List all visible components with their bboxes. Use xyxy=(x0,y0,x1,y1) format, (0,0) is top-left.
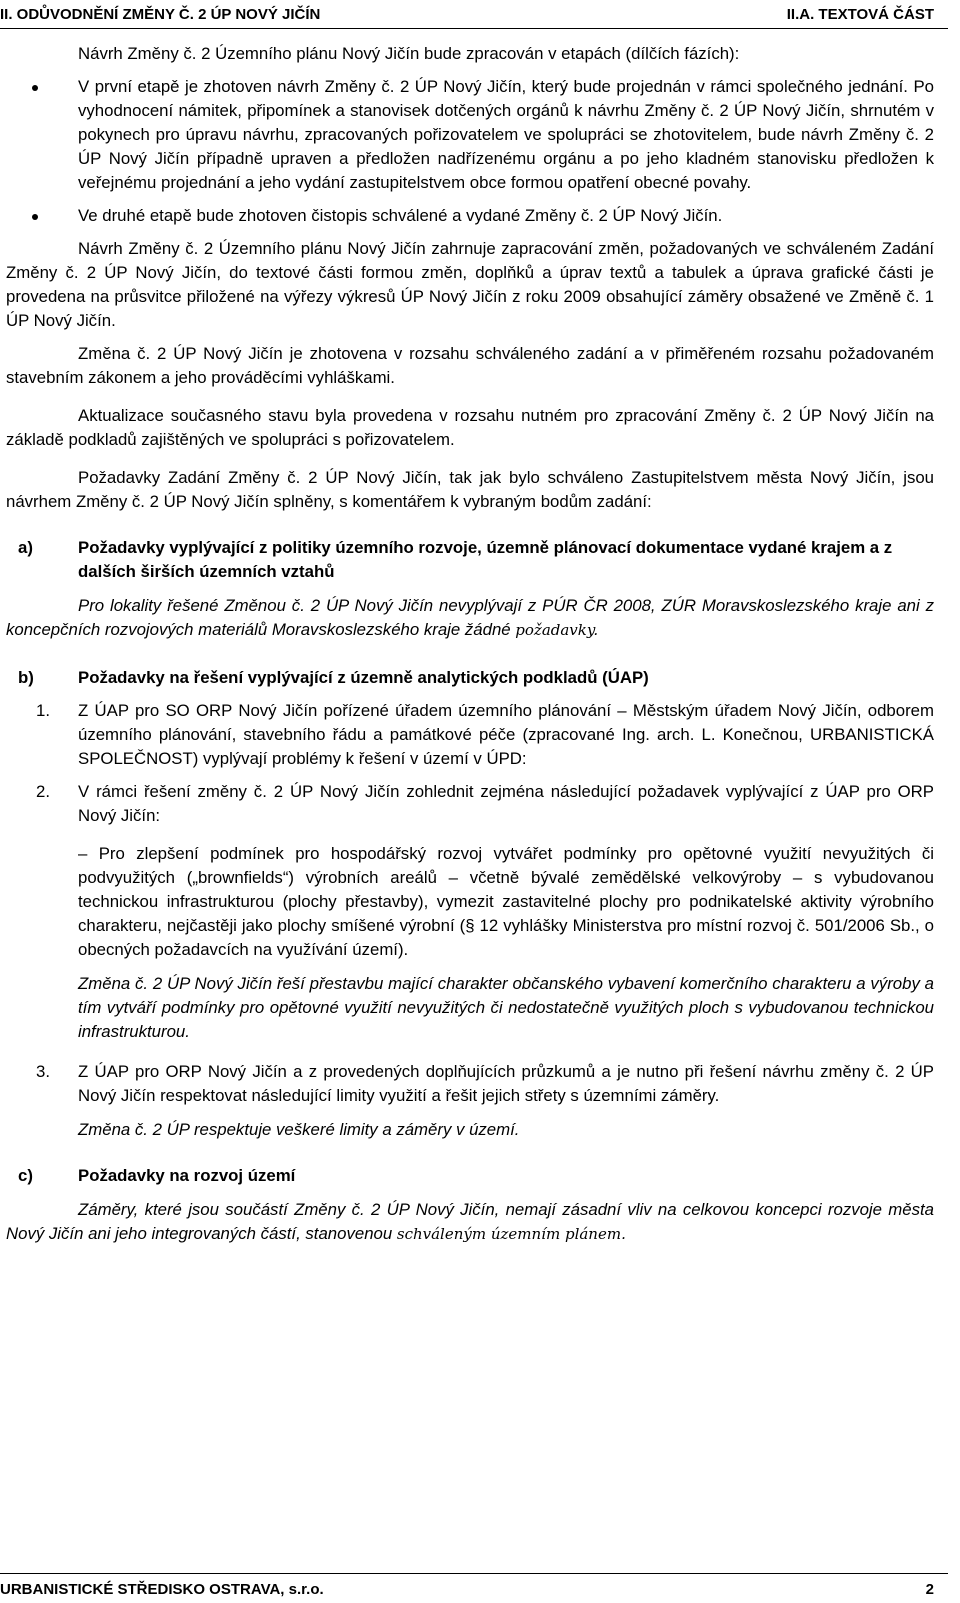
body-paragraph: Změna č. 2 ÚP Nový Jičín je zhotovena v rozsahu schváleného zadání a v přiměřeném rozsahu požadovaném stavebním zákonem a jeho prováděcími vyhláškami. xyxy=(6,344,934,387)
page-footer xyxy=(0,1573,948,1600)
section-c-title: Požadavky na rozvoj území xyxy=(78,1166,296,1185)
section-c-heading xyxy=(6,1164,934,1188)
section-a-end: požadavky. xyxy=(515,621,599,639)
item-number: 2. xyxy=(36,782,50,801)
header-section: II.A. TEXTOVÁ ČÁST xyxy=(786,6,934,23)
body-paragraph: Požadavky Zadání Změny č. 2 ÚP Nový Jičín, tak jak bylo schváleno Zastupitelstvem města Nový Jičín, jsou návrhem Změny č. 2 ÚP Nový Jičín splněny, s komentářem k vybraným bodům zadání: xyxy=(6,468,934,511)
page-header xyxy=(0,4,948,29)
section-a-heading xyxy=(6,536,934,584)
footer-company: URBANISTICKÉ STŘEDISKO OSTRAVA, s.r.o. xyxy=(0,1581,324,1598)
numbered-item xyxy=(6,1060,934,1108)
list-item xyxy=(6,204,934,228)
item-text: V rámci řešení změny č. 2 ÚP Nový Jičín zohlednit zejména následující požadavek vyplývající z ÚAP pro ORP Nový Jičín: xyxy=(78,782,934,825)
section-b-title: Požadavky na řešení vyplývající z územně analytických podkladů (ÚAP) xyxy=(78,668,649,687)
bullet-icon xyxy=(32,214,38,220)
section-b-heading xyxy=(6,666,934,690)
item-comment: Změna č. 2 ÚP respektuje veškeré limity a záměry v území. xyxy=(78,1120,520,1139)
numbered-item xyxy=(6,699,934,771)
header-chapter: II. ODŮVODNĚNÍ ZMĚNY Č. 2 ÚP NOVÝ JIČÍN xyxy=(0,6,321,23)
numbered-item xyxy=(6,780,934,828)
section-a-body: Pro lokality řešené Změnou č. 2 ÚP Nový Jičín nevyplývají z PÚR ČR 2008, ZÚR Moravskoslezského kraje ani z koncepčních rozvojových materiálů Moravskoslezského kraje žádné xyxy=(6,596,934,639)
section-c-text xyxy=(6,1198,934,1246)
item-number: 1. xyxy=(36,701,50,720)
item-comment: Změna č. 2 ÚP Nový Jičín řeší přestavbu mající charakter občanského vybavení komerčního charakteru a výroby a tím vytváří podmínky pro opětovné využití nevyužitých či nedostatečně využitých ploch s vybudovanou technickou infrastrukturou. xyxy=(78,974,934,1041)
bullet-icon xyxy=(32,85,38,91)
page-content xyxy=(6,40,934,1246)
section-a-label: a) xyxy=(18,538,33,557)
stage-list xyxy=(6,75,934,228)
intro-paragraph: Návrh Změny č. 2 Územního plánu Nový Jičín bude zpracován v etapách (dílčích fázích): xyxy=(78,44,740,63)
item-number: 3. xyxy=(36,1062,50,1081)
list-item xyxy=(6,75,934,195)
section-c-label: c) xyxy=(18,1166,33,1185)
page-number: 2 xyxy=(925,1581,934,1598)
item-text: Z ÚAP pro SO ORP Nový Jičín pořízené úřadem územního plánování – Městským úřadem Nový Jičín, odborem územního plánování, stavebního řádu a památkové péče (zpracované Ing. arch. L. Konečnou, URBANISTICKÁ SPOLEČNOST) vyplývají problémy k řešení v území v ÚPD: xyxy=(78,701,934,768)
section-c-body: Záměry, které jsou součástí Změny č. 2 ÚP Nový Jičín, nemají zásadní vliv na celkovou koncepci rozvoje města Nový Jičín ani jeho integrovaných částí, stanovenou xyxy=(6,1200,934,1243)
body-paragraph: Návrh Změny č. 2 Územního plánu Nový Jičín zahrnuje zapracování změn, požadovaných ve schváleném Zadání Změny č. 2 ÚP Nový Jičín, do textové části formou změn, doplňků a úprav textů a tabulek a úprava grafické části je provedena na průsvitce přiložené na výřezy výkresů ÚP Nový Jičín z roku 2009 obsahující záměry obsažené ve Změně č. 1 ÚP Nový Jičín. xyxy=(6,239,934,330)
requirement-paragraph: – Pro zlepšení podmínek pro hospodářský rozvoj vytvářet podmínky pro opětovné využití nevyužitých či podvyužitých („brownfields“) výrobních areálů – včetně bývalé zemědělské velkovýroby – s vybudovanou technickou infrastrukturou (plochy přestavby), vymezit zastavitelné plochy pro podnikatelské aktivity výrobního charakteru, nejčastěji jako plochy smíšené výrobní (§ 12 vyhlášky Ministerstva pro místní rozvoj č. 501/2006 Sb., o obecných požadavcích na využívání území). xyxy=(78,844,934,959)
section-a-title: Požadavky vyplývající z politiky územního rozvoje, územně plánovací dokumentace vydané krajem a z dalších širších územních vztahů xyxy=(78,538,893,581)
list-item-text: Ve druhé etapě bude zhotoven čistopis schválené a vydané Změny č. 2 ÚP Nový Jičín. xyxy=(78,206,723,225)
section-c-end: schváleným územním plánem. xyxy=(396,1225,626,1243)
list-item-text: V první etapě je zhotoven návrh Změny č. 2 ÚP Nový Jičín, který bude projednán v rámci společného jednání. Po vyhodnocení námitek, připomínek a stanovisek dotčených orgánů k návrhu Změny č. 2 ÚP Nový Jičín, shrnutém v pokynech pro úpravu návrhu, zpracovaných pořizovatelem ve spolupráci se zhotovitelem, bude návrh Změny č. 2 ÚP Nový Jičín případně upraven a předložen nadřízenému orgánu a po jeho kladném stanovisku předložen k veřejnému projednání a jeho vydání zastupitelstvem obce formou opatření obecné povahy. xyxy=(78,77,934,192)
section-b-label: b) xyxy=(18,668,34,687)
item-text: Z ÚAP pro ORP Nový Jičín a z provedených doplňujících průzkumů a je nutno při řešení návrhu změny č. 2 ÚP Nový Jičín respektovat následující limity využití a řešit jejich střety s územními záměry. xyxy=(78,1062,934,1105)
body-paragraph: Aktualizace současného stavu byla provedena v rozsahu nutném pro zpracování Změny č. 2 ÚP Nový Jičín na základě podkladů zajištěných ve spolupráci s pořizovatelem. xyxy=(6,406,934,449)
section-a-text xyxy=(6,594,934,642)
